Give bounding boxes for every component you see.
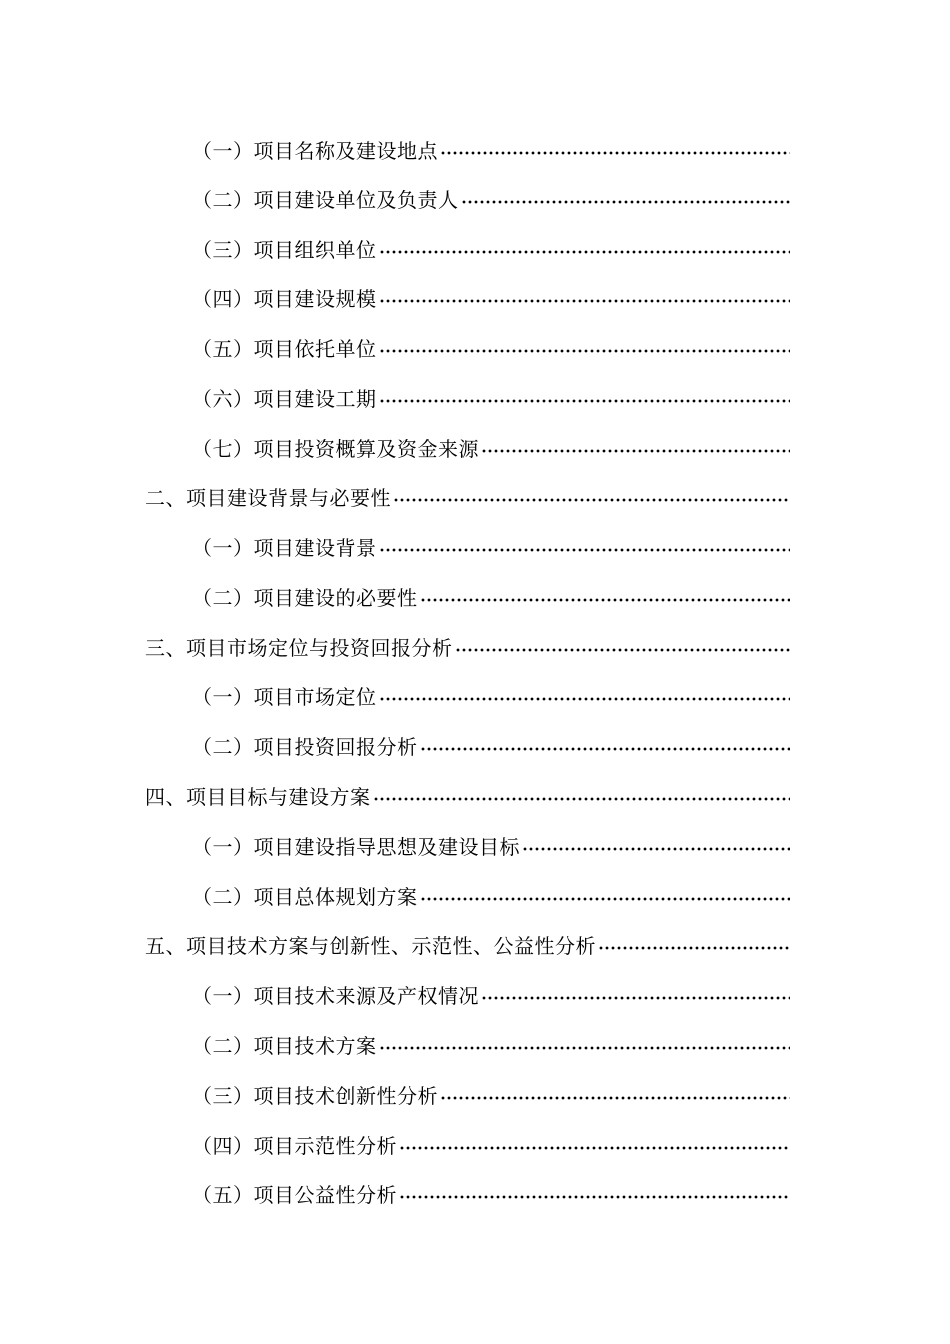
toc-entry-label: 四、项目目标与建设方案 <box>145 785 371 809</box>
toc-dot-leader <box>420 747 791 751</box>
toc-dot-leader <box>461 200 791 204</box>
toc-dot-leader <box>379 548 791 552</box>
toc-dot-leader <box>481 449 790 453</box>
toc-dot-leader <box>420 598 791 602</box>
toc-entry[interactable] <box>145 931 790 961</box>
toc-entry-label: （三）项目组织单位 <box>192 238 377 262</box>
toc-entry-label: 三、项目市场定位与投资回报分析 <box>145 636 453 660</box>
toc-entry-label: （二）项目投资回报分析 <box>192 735 418 759</box>
toc-dot-leader <box>379 349 791 353</box>
toc-entry-label: （二）项目建设单位及负责人 <box>192 188 459 212</box>
toc-dot-leader <box>379 399 791 403</box>
toc-entry[interactable] <box>145 782 790 812</box>
toc-entry-label: （七）项目投资概算及资金来源 <box>192 437 479 461</box>
toc-entry[interactable] <box>192 284 790 314</box>
toc-entry[interactable] <box>145 633 790 663</box>
toc-entry[interactable] <box>192 832 790 862</box>
toc-entry-label: （六）项目建设工期 <box>192 387 377 411</box>
toc-entry[interactable] <box>192 1180 790 1210</box>
toc-entry[interactable] <box>192 732 790 762</box>
toc-dot-leader <box>399 1195 790 1199</box>
toc-dot-leader <box>481 996 790 1000</box>
toc-entry[interactable] <box>192 384 790 414</box>
toc-entry[interactable] <box>192 1131 790 1161</box>
toc-entry-label: （五）项目公益性分析 <box>192 1183 397 1207</box>
toc-dot-leader <box>373 797 791 801</box>
toc-entry-label: （一）项目名称及建设地点 <box>192 139 438 163</box>
toc-entry-label: （五）项目依托单位 <box>192 337 377 361</box>
toc-entry[interactable] <box>145 483 790 513</box>
toc-entry-label: （二）项目技术方案 <box>192 1034 377 1058</box>
toc-dot-leader <box>598 946 790 950</box>
toc-entry[interactable] <box>192 136 790 166</box>
toc-entry-label: （二）项目总体规划方案 <box>192 885 418 909</box>
toc-entry[interactable] <box>192 981 790 1011</box>
toc-entry-label: （四）项目建设规模 <box>192 287 377 311</box>
toc-entry-label: 五、项目技术方案与创新性、示范性、公益性分析 <box>145 934 596 958</box>
toc-dot-leader <box>440 151 790 155</box>
toc-dot-leader <box>379 1046 791 1050</box>
toc-entry[interactable] <box>192 434 790 464</box>
toc-entry[interactable] <box>192 185 790 215</box>
toc-dot-leader <box>393 498 790 502</box>
toc-entry-label: （二）项目建设的必要性 <box>192 586 418 610</box>
toc-entry-label: （四）项目示范性分析 <box>192 1134 397 1158</box>
toc-entry-label: （一）项目技术来源及产权情况 <box>192 984 479 1008</box>
toc-dot-leader <box>522 847 790 851</box>
toc-dot-leader <box>399 1146 790 1150</box>
toc-entry-label: （一）项目市场定位 <box>192 685 377 709</box>
toc-dot-leader <box>379 250 791 254</box>
toc-entry[interactable] <box>192 682 790 712</box>
toc-entry-label: （三）项目技术创新性分析 <box>192 1084 438 1108</box>
toc-entry[interactable] <box>192 533 790 563</box>
toc-entry[interactable] <box>192 1081 790 1111</box>
toc-dot-leader <box>440 1096 790 1100</box>
toc-entry[interactable] <box>192 882 790 912</box>
toc-dot-leader <box>455 648 791 652</box>
toc-entry-label: （一）项目建设背景 <box>192 536 377 560</box>
toc-entry[interactable] <box>192 235 790 265</box>
toc-entry-label: 二、项目建设背景与必要性 <box>145 486 391 510</box>
toc-entry[interactable] <box>192 334 790 364</box>
toc-entry-label: （一）项目建设指导思想及建设目标 <box>192 835 520 859</box>
toc-entry[interactable] <box>192 583 790 613</box>
toc-dot-leader <box>420 897 791 901</box>
toc-dot-leader <box>379 697 791 701</box>
toc-dot-leader <box>379 299 791 303</box>
toc-entry[interactable] <box>192 1031 790 1061</box>
